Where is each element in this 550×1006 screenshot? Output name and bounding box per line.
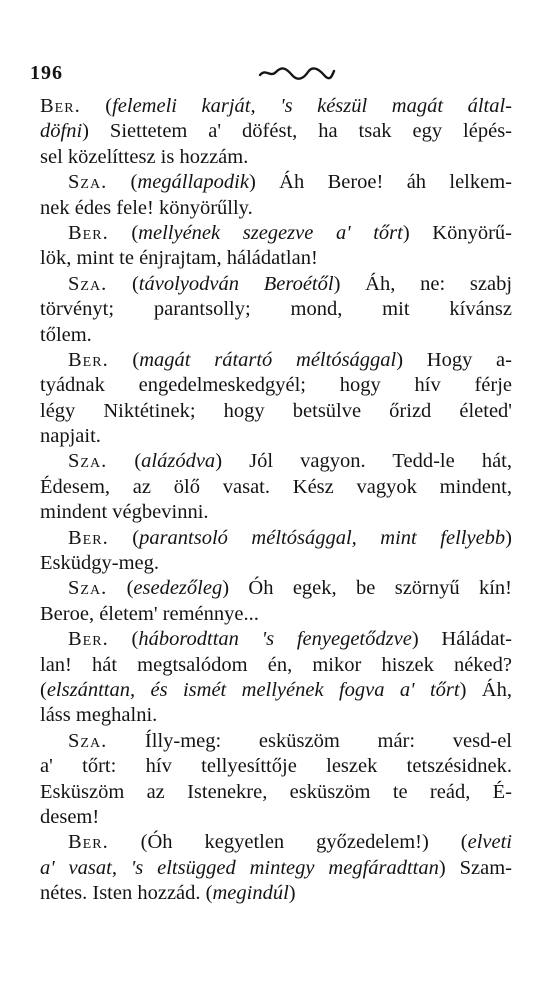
- text-line: [40, 475, 512, 500]
- text-segment: láss meghalni.: [40, 704, 158, 727]
- speaker-name: Sza.: [68, 729, 108, 752]
- text-segment: Édesem, az ölő vasat. Kész vagyok mindent,: [40, 475, 512, 498]
- page-text: [40, 94, 512, 907]
- speaker-name: Ber.: [68, 348, 109, 371]
- text-segment: ) Siettetem a' döfést, ha tsak egy lépés-: [82, 120, 512, 143]
- speaker-name: Ber.: [68, 221, 109, 244]
- text-line: [40, 246, 512, 271]
- text-line: [40, 145, 512, 170]
- text-segment: lan! hát megtsalódom én, mikor hiszek néked?: [40, 653, 512, 676]
- text-line: [40, 94, 512, 119]
- text-line: [40, 780, 512, 805]
- speaker-name: Sza.: [68, 171, 108, 194]
- text-segment: törvényt; parantsolly; mond, mit kívánsz: [40, 298, 512, 321]
- text-line: [40, 297, 512, 322]
- text-line: [40, 729, 512, 754]
- stage-direction: esedezőleg: [133, 577, 223, 600]
- text-line: [40, 754, 512, 779]
- stage-direction: a' vasat, 's eltsügged mintegy megfáradttan: [40, 856, 439, 879]
- text-segment: ) Hogy a-: [396, 348, 512, 371]
- speaker-name: Sza.: [68, 450, 108, 473]
- text-segment: nétes. Isten hozzád. (: [40, 882, 213, 905]
- page-number: 196: [30, 62, 63, 84]
- text-segment: ) Szam-: [438, 856, 512, 879]
- text-segment: ): [288, 882, 296, 905]
- speaker-name: Ber.: [68, 831, 109, 854]
- stage-direction: felemeli karját, 's készül magát által-: [112, 95, 512, 117]
- text-segment: ) Áh,: [459, 678, 512, 701]
- text-line: [40, 627, 512, 652]
- text-line: [40, 348, 512, 373]
- text-line: [40, 551, 512, 576]
- stage-direction: magát rátartó méltósággal: [139, 348, 397, 371]
- text-segment: (: [108, 348, 140, 371]
- text-segment: Beroe, életem' reménnye...: [40, 602, 259, 625]
- text-segment: ) Áh, ne: szabj: [333, 272, 513, 295]
- text-segment: (: [107, 272, 139, 295]
- text-segment: (Óh kegyetlen győzedelem!) (: [108, 831, 468, 854]
- text-segment: (: [108, 628, 139, 651]
- text-line: [40, 805, 512, 830]
- text-line: [40, 856, 512, 881]
- text-line: [40, 272, 512, 297]
- speaker-name: Ber.: [68, 628, 109, 651]
- speaker-name: Ber.: [68, 526, 109, 549]
- text-line: [40, 576, 512, 601]
- stage-direction: elszánttan, és ismét mellyének fogva a' tőrt: [46, 678, 460, 701]
- text-segment: Ílly-meg: esküszöm már: vesd-el: [107, 729, 512, 752]
- text-segment: ) Óh egek, be szörnyű kín!: [222, 577, 513, 600]
- text-line: [40, 196, 512, 221]
- text-line: [40, 678, 512, 703]
- text-line: [40, 170, 512, 195]
- text-segment: tőlem.: [40, 323, 92, 346]
- stage-direction: parantsoló méltósággal, mint fellyebb: [139, 526, 506, 549]
- text-segment: (: [80, 95, 113, 117]
- text-segment: (: [108, 221, 139, 244]
- speaker-name: Sza.: [68, 272, 108, 295]
- text-segment: ) Jól vagyon. Tedd-le hát,: [215, 450, 512, 473]
- text-line: [40, 221, 512, 246]
- text-line: [40, 424, 512, 449]
- stage-direction: megindúl: [212, 882, 289, 905]
- text-segment: (: [107, 171, 138, 194]
- text-segment: a' tőrt: hív tellyesíttője leszek tetszésidnek.: [40, 755, 512, 778]
- text-line: [40, 703, 512, 728]
- text-line: [40, 830, 512, 855]
- text-segment: Esküdgy-meg.: [40, 552, 159, 575]
- text-segment: (: [107, 577, 134, 600]
- text-line: [40, 526, 512, 551]
- text-segment: ): [505, 526, 512, 549]
- text-line: [40, 449, 512, 474]
- text-segment: lök, mint te énjrajtam, háládatlan!: [40, 247, 318, 270]
- text-segment: mindent végbevinni.: [40, 501, 209, 524]
- stage-direction: alázódva: [141, 450, 216, 473]
- page-header: [30, 62, 520, 92]
- text-segment: ) Könyörű-: [402, 221, 513, 244]
- text-segment: tyádnak engedelmeskedgyél; hogy hív férje: [40, 374, 512, 397]
- text-segment: desem!: [40, 805, 100, 828]
- text-segment: nek édes fele! könyörűlly.: [40, 196, 253, 219]
- text-line: [40, 881, 512, 906]
- text-line: [40, 373, 512, 398]
- stage-direction: döfni: [40, 120, 83, 143]
- text-segment: légy Niktétinek; hogy betsülve őrizd életed': [40, 399, 512, 422]
- stage-direction: megállapodik: [137, 171, 249, 194]
- stage-direction: mellyének szegezve a' tőrt: [138, 221, 403, 244]
- stage-direction: elveti: [467, 831, 512, 854]
- text-line: [40, 119, 512, 144]
- text-line: [40, 399, 512, 424]
- stage-direction: háborodttan 's fenyegetődzve: [138, 628, 412, 651]
- text-segment: sel közelíttesz is hozzám.: [40, 145, 249, 168]
- text-line: [40, 500, 512, 525]
- speaker-name: Sza.: [68, 577, 108, 600]
- text-segment: (: [107, 450, 142, 473]
- text-segment: ) Háládat-: [411, 628, 512, 651]
- text-line: [40, 653, 512, 678]
- header-ornament: [258, 66, 336, 80]
- stage-direction: távolyodván Beroétől: [138, 272, 334, 295]
- text-segment: (: [108, 526, 140, 549]
- text-segment: ) Áh Beroe! áh lelkem-: [248, 171, 512, 194]
- speaker-name: Ber.: [40, 95, 81, 117]
- text-segment: (: [40, 678, 47, 701]
- text-segment: napjait.: [40, 425, 101, 448]
- text-segment: Esküszöm az Istenekre, esküszöm te reád, É-: [40, 780, 512, 803]
- text-line: [40, 323, 512, 348]
- text-line: [40, 602, 512, 627]
